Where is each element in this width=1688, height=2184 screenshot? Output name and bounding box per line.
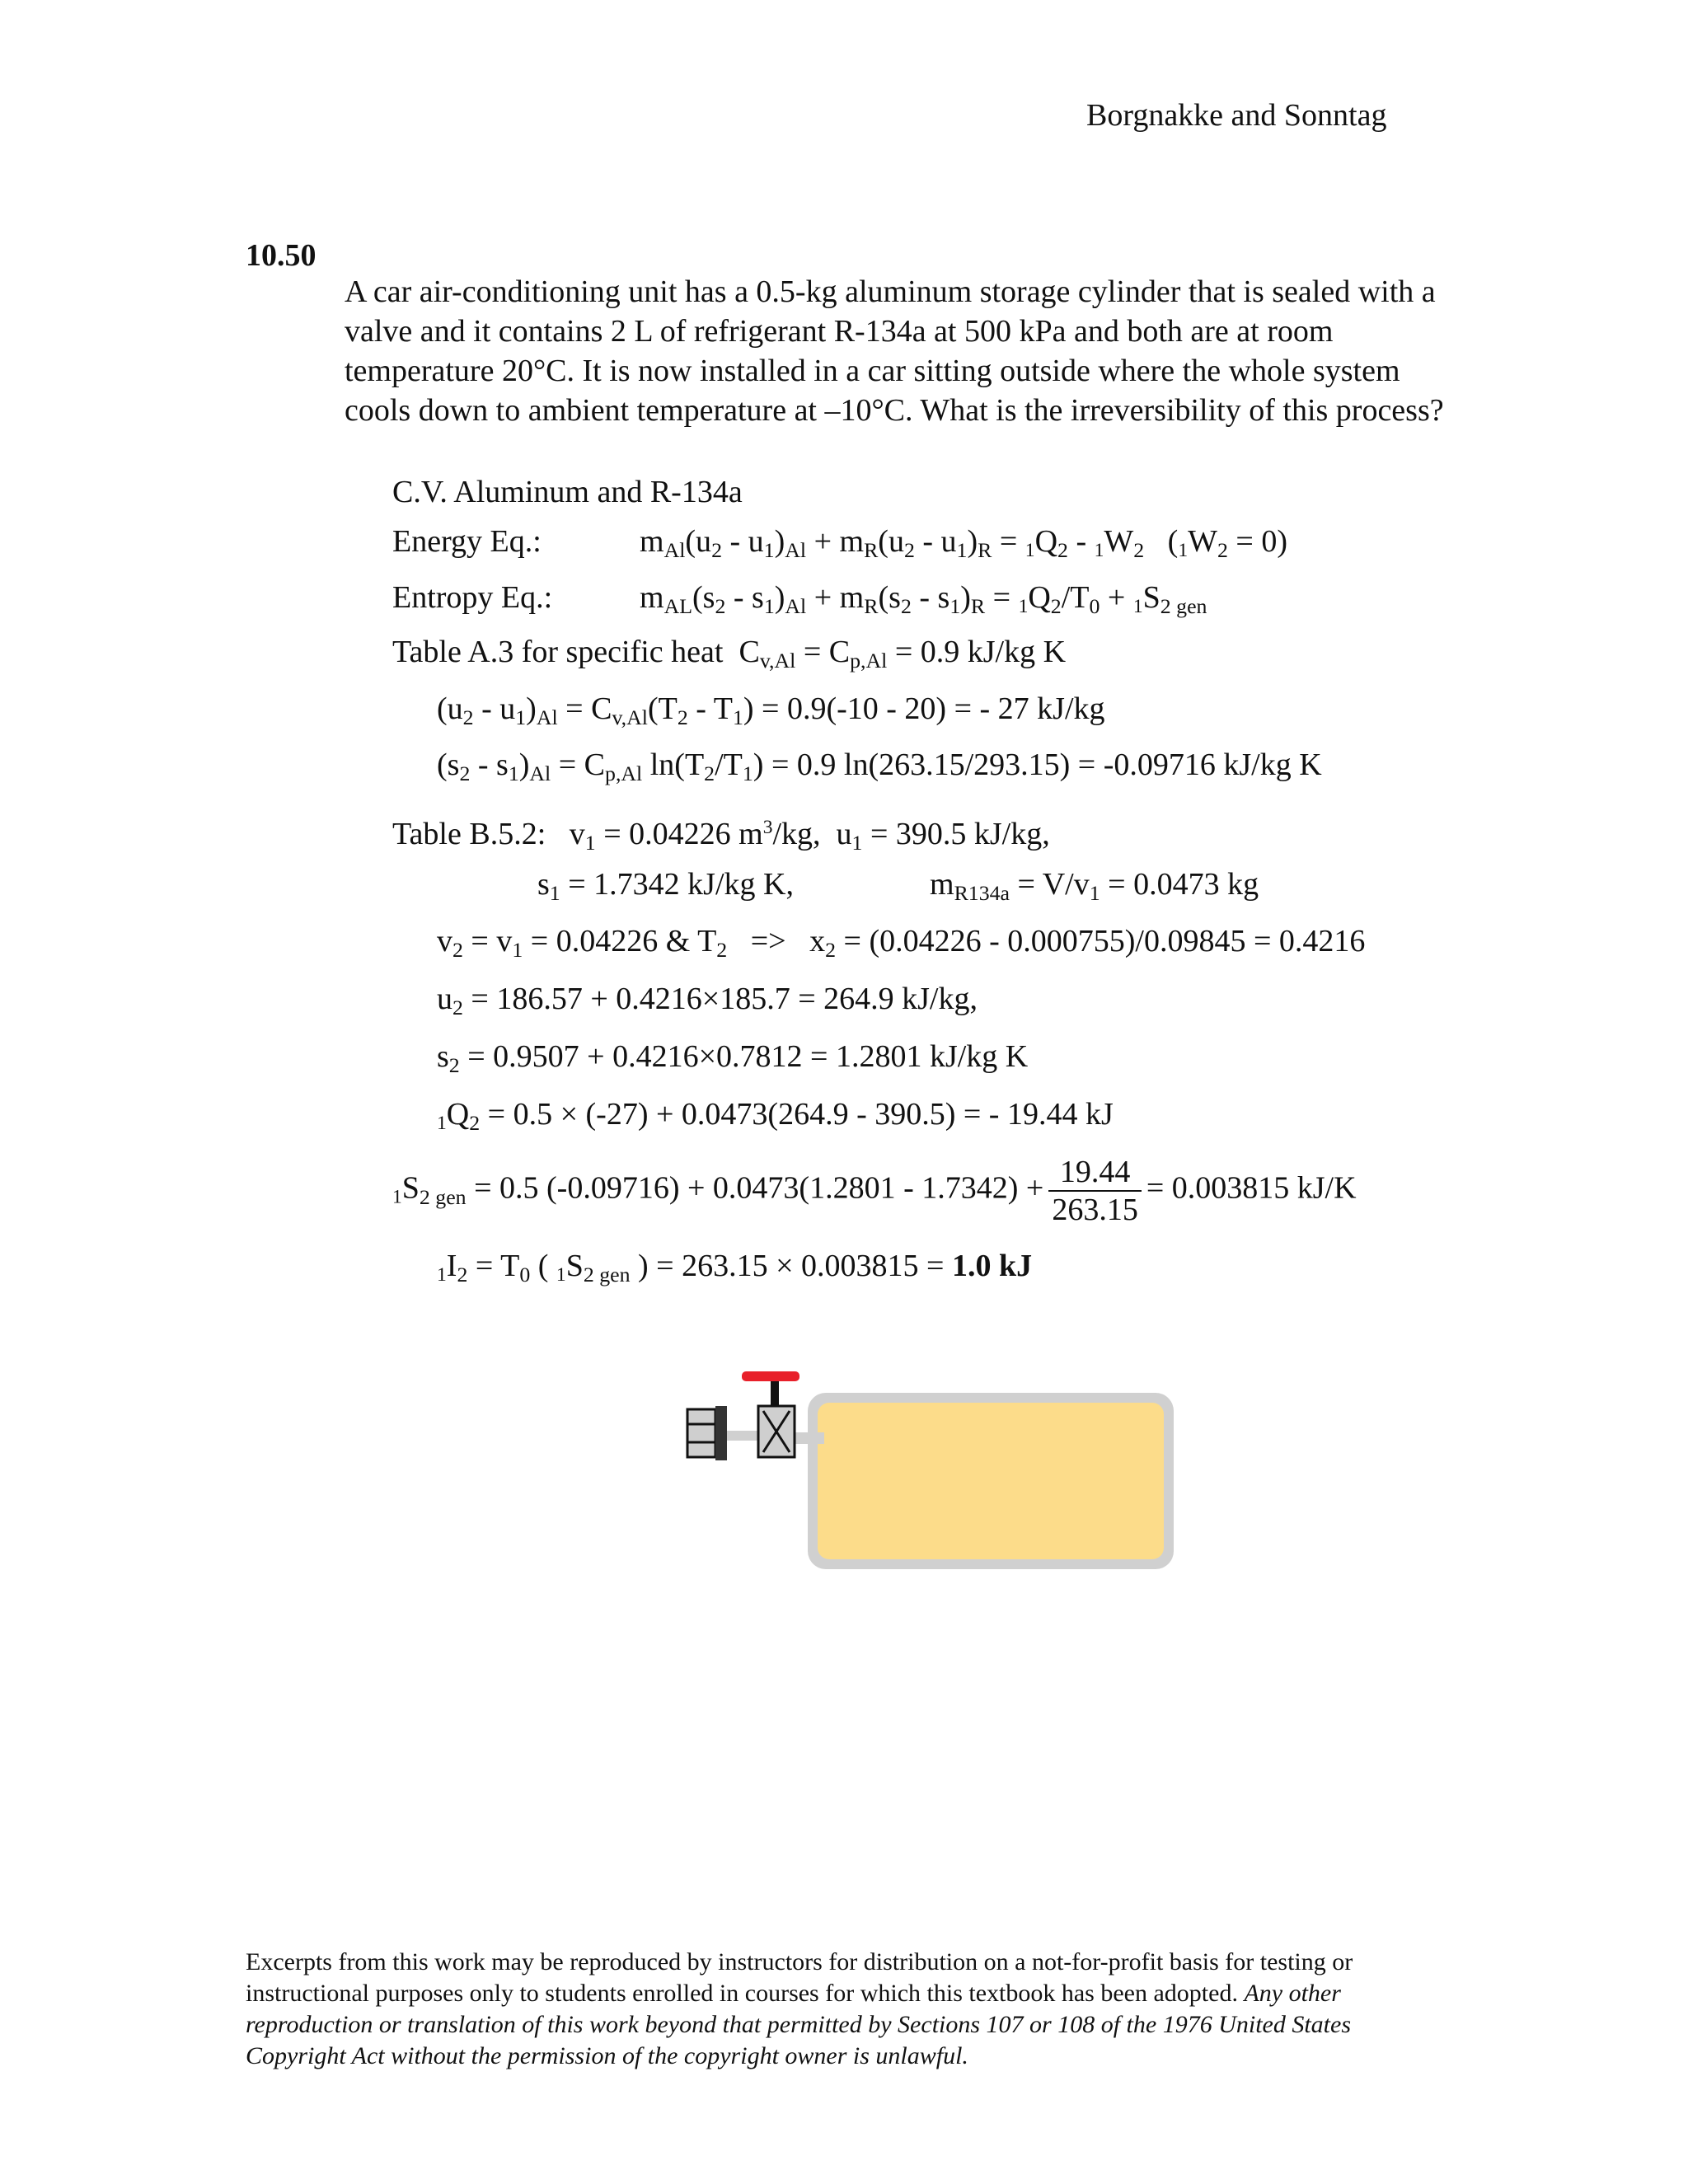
copyright-italic: Any other reproduction or translation of this work beyond that permitted by Sections 107 or 108 of the 1976 United States Copyright Act without the permission of the copyright owner is unlawful. xyxy=(246,1980,1352,2069)
entropy-equation: $m_{AL}(s_2 - s_1)_{Al} + m_R(s_2 - s_1)_R = 1Q_2/T_0 + 1S_{2 gen}$ xyxy=(640,580,1207,619)
control-volume: C.V. Aluminum and R-134a xyxy=(392,475,743,509)
v1-value: = 0.04226 m xyxy=(595,816,763,851)
irreversibility-line: $1I_2 = T_0$ ( $1S_{2 gen}$ ) = 263.15 × 0.003815 = 1.0 kJ xyxy=(437,1249,1033,1287)
cylinder-interior xyxy=(818,1403,1164,1559)
s1-line: $s_1 = 1.7342$ kJ/kg K, xyxy=(537,867,794,906)
valve-stem xyxy=(771,1380,779,1408)
cylinder-figure xyxy=(676,1360,1187,1574)
i2-value: ) = 263.15 × 0.003815 = xyxy=(630,1249,952,1283)
q2-value: = 0.5 × (-27) + 0.0473(264.9 - 390.5) = - 19.44 kJ xyxy=(480,1097,1114,1132)
table-b52-label: Table B.5.2: xyxy=(392,816,546,851)
v1-unit: /kg, xyxy=(772,816,821,851)
fitting-nut xyxy=(715,1406,727,1460)
delta-u-line: $(u_2 - u_1)_{Al} = C_{v,Al}(T_2 - T_1) = 0.9(-10 - 20)$ = - 27 kJ/kg xyxy=(437,691,1105,730)
mass-value: = V/v xyxy=(1010,867,1090,902)
implies-arrow: => xyxy=(750,924,786,958)
mass-result: = 0.0473 kg xyxy=(1100,867,1259,902)
i2-result: 1.0 kJ xyxy=(951,1249,1033,1283)
problem-statement: A car air-conditioning unit has a 0.5-kg aluminum storage cylinder that is sealed with a valve and it contains 2 L of refrigerant R-134a at 500 kPa and both are at room temperature 20°C. It is now installed in a car sitting outside where the whole system cools down to ambient temperature at –10°C. What is the irreversibility of this process? xyxy=(345,274,1444,428)
table-a3-value: = 0.9 kJ/kg K xyxy=(894,635,1067,669)
sgen-denominator: 263.15 xyxy=(1052,1193,1138,1227)
sgen-value: = 0.5 (-0.09716) + 0.0473(1.2801 - 1.7342) + xyxy=(466,1170,1044,1206)
sgen-result: = 0.003815 kJ/K xyxy=(1146,1170,1357,1206)
v2-line: $v_2 = v_1 = 0.04226$ & $T_2$ => $x_2 = (0.04226 - 0.000755)/0.09845 = 0.4216$ xyxy=(437,924,1366,963)
entropy-eq-label: Entropy Eq.: xyxy=(392,580,553,615)
sgen-numerator: 19.44 xyxy=(1048,1154,1142,1192)
copyright-notice xyxy=(246,1947,1449,2072)
fitting-body xyxy=(687,1409,715,1457)
u2-value: = 186.57 + 0.4216×185.7 = 264.9 kJ/kg, xyxy=(462,982,978,1016)
table-a3-label: Table A.3 for specific heat xyxy=(392,635,724,669)
table-b52-line: Table B.5.2: $v_1 = 0.04226$ $m^3/kg$, $u_1 = 390.5$ kJ/kg, xyxy=(392,816,1050,855)
table-a3-line: Table A.3 for specific heat $C_{v,Al} = C_{p,Al} = 0.9$ kJ/kg K xyxy=(392,635,1067,673)
energy-equation: $m_{Al}(u_2 - u_1)_{Al} + m_R(u_2 - u_1)_R = 1Q_2 - 1W_2$ $(1W_2 = 0)$ xyxy=(640,524,1287,563)
valve-handle xyxy=(742,1371,799,1381)
u1-value: = 390.5 kJ/kg, xyxy=(862,816,1050,851)
v2-value: = 0.04226 & T xyxy=(523,924,717,958)
u2-line: $u_2 = 186.57 + 0.4216\times 185.7 = 264.9$ kJ/kg, xyxy=(437,982,978,1020)
energy-eq-label: Energy Eq.: xyxy=(392,524,542,559)
x2-value: = (0.04226 - 0.000755)/0.09845 = 0.4216 xyxy=(836,924,1366,958)
sgen-fraction xyxy=(1048,1154,1142,1228)
problem-number: 10.50 xyxy=(246,238,316,273)
page-header: Borgnakke and Sonntag xyxy=(1086,98,1387,133)
copyright-normal: Excerpts from this work may be reproduced by instructors for distribution on a not-for-profit basis for testing or instructional purposes only to students enrolled in courses for which this textbook has been adopted. xyxy=(246,1948,1353,2007)
delta-s-value: ) = 0.9 ln(263.15/293.15) = -0.09716 kJ/kg K xyxy=(753,748,1322,782)
sgen-line: $1S_{2 gen} = 0.5$ (-0.09716) + 0.0473(1.2801 - 1.7342) + $\frac{19.44}{263.15}$ = 0.003815 kJ/K xyxy=(392,1155,1357,1227)
s2-value: = 0.9507 + 0.4216×0.7812 = 1.2801 kJ/kg K xyxy=(459,1039,1029,1074)
delta-s-line: $(s_2 - s_1)_{Al} = C_{p,Al}$ $\ln(T_2/T_1) = 0.9$ ln(263.15/293.15) = -0.09716 kJ/kg K xyxy=(437,748,1322,786)
mass-r134a-line: $m_{R134a} = V/v_1 = 0.0473$ kg xyxy=(930,867,1259,906)
q2-line: $1Q_2 = 0.5 \times (-27) + 0.0473(264.9 - 390.5)$ = - 19.44 kJ xyxy=(437,1097,1114,1136)
s1-value: = 1.7342 kJ/kg K, xyxy=(560,867,794,902)
neck-pipe xyxy=(791,1432,824,1444)
delta-u-value: = 0.9(-10 - 20) = - 27 kJ/kg xyxy=(762,691,1105,726)
s2-line: $s_2 = 0.9507 + 0.4216\times 0.7812 = 1.2801$ kJ/kg K xyxy=(437,1039,1029,1078)
